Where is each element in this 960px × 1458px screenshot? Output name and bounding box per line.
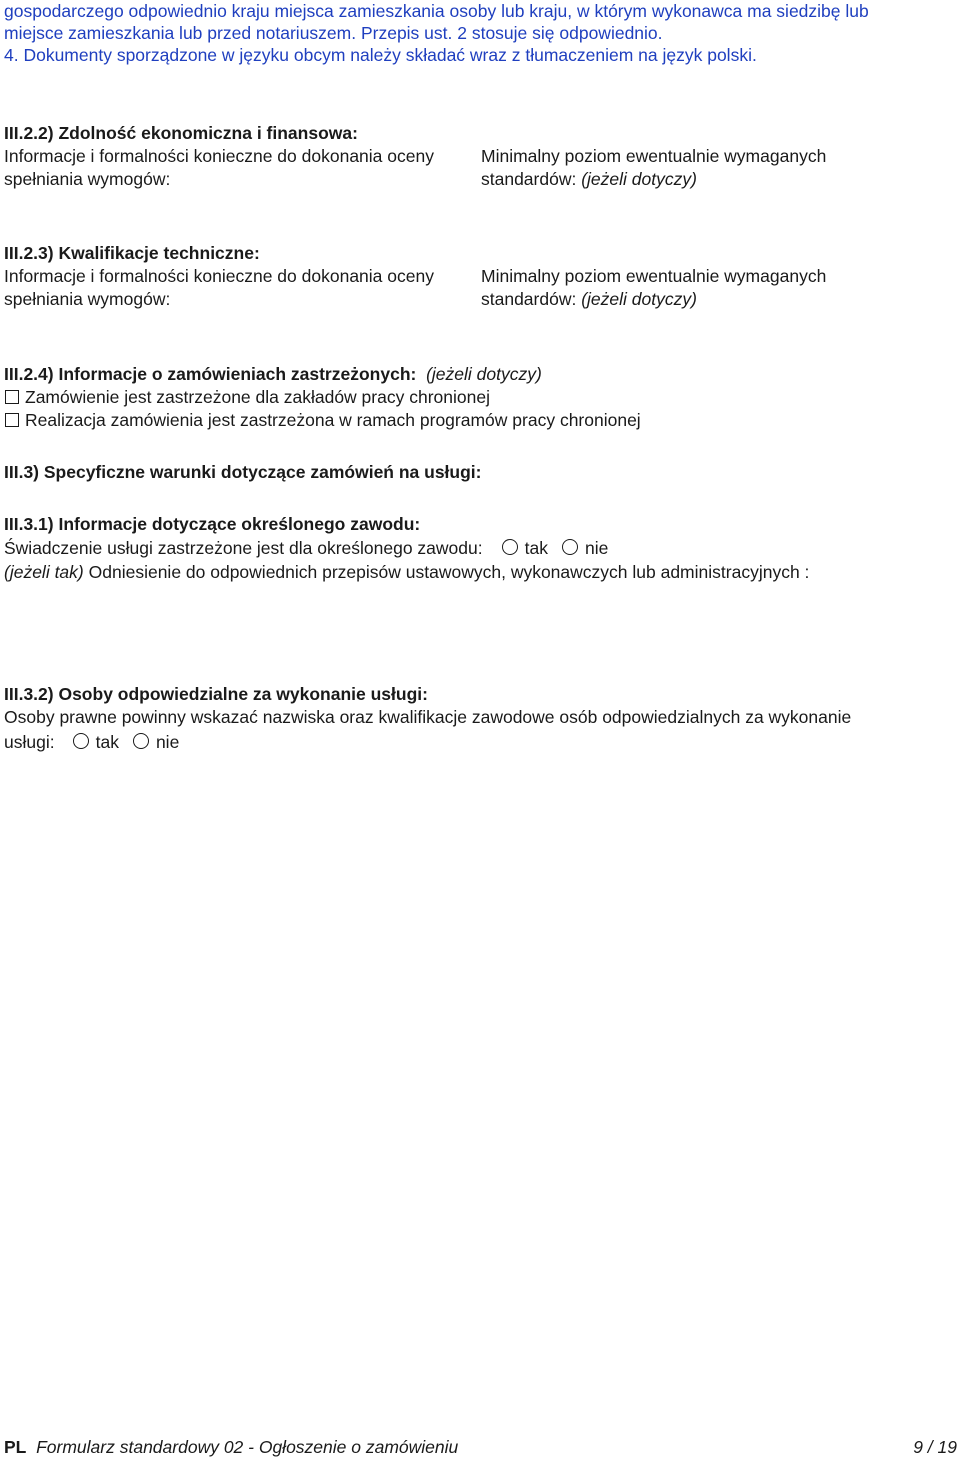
checkbox-icon[interactable] — [5, 413, 19, 427]
section-heading-III-3: III.3) Specyficzne warunki dotyczące zamówień na usługi: — [4, 462, 482, 482]
page-footer — [4, 1436, 957, 1458]
footer-lang: PL — [4, 1437, 27, 1457]
intro-line-1: gospodarczego odpowiednio kraju miejsca zamieszkania osoby lub kraju, w którym wykonawca ma siedzibę lub — [4, 1, 869, 21]
s331-note-row — [4, 561, 809, 583]
s323-right-2-italic: (jeżeli dotyczy) — [581, 289, 697, 309]
s322-right-1: Minimalny poziom ewentualnie wymaganych — [481, 146, 827, 166]
s323-left-1: Informacje i formalności konieczne do dokonania oceny — [4, 266, 434, 286]
s323-left-2: spełniania wymogów: — [4, 289, 171, 309]
s331-no-label: nie — [584, 538, 609, 558]
radio-no-icon[interactable] — [562, 539, 578, 555]
s331-question-row — [4, 537, 608, 559]
s323-right-2-plain: standardów: — [481, 289, 577, 309]
intro-line-3: 4. Dokumenty sporządzone w języku obcym należy składać wraz z tłumaczeniem na język polski. — [4, 45, 757, 65]
section-heading-III-3-2: III.3.2) Osoby odpowiedzialne za wykonanie usługi: — [4, 684, 428, 704]
s331-note: Odniesienie do odpowiednich przepisów ustawowych, wykonawczych lub administracyjnych : — [88, 562, 810, 582]
s331-note-italic: (jeżeli tak) — [4, 562, 84, 582]
section-heading-III-3-1: III.3.1) Informacje dotyczące określonego zawodu: — [4, 514, 421, 534]
s324-option-1[interactable] — [4, 386, 490, 408]
s322-right-2-italic: (jeżeli dotyczy) — [581, 169, 697, 189]
footer-title: Formularz standardowy 02 - Ogłoszenie o zamówieniu — [36, 1437, 459, 1457]
s323-right-2 — [481, 288, 697, 310]
s324-heading-note: (jeżeli dotyczy) — [426, 364, 542, 384]
s323-right-1: Minimalny poziom ewentualnie wymaganych — [481, 266, 827, 286]
radio-no-icon[interactable] — [133, 733, 149, 749]
s331-question: Świadczenie usługi zastrzeżone jest dla określonego zawodu: — [4, 538, 483, 558]
s332-text-2: usługi: — [4, 732, 55, 752]
s322-right-2-plain: standardów: — [481, 169, 577, 189]
s332-text-2-row — [4, 731, 179, 753]
intro-line-2: miejsce zamieszkania lub przed notariuszem. Przepis ust. 2 stosuje się odpowiednio. — [4, 23, 663, 43]
section-heading-III-2-2: III.2.2) Zdolność ekonomiczna i finansowa: — [4, 123, 358, 143]
s324-option-2-label: Realizacja zamówienia jest zastrzeżona w ramach programów pracy chronionej — [25, 410, 641, 430]
s332-yes-label: tak — [95, 732, 119, 752]
s332-text-1: Osoby prawne powinny wskazać nazwiska oraz kwalifikacje zawodowe osób odpowiedzialnych za wykonanie — [4, 707, 852, 727]
s332-no-label: nie — [155, 732, 180, 752]
section-heading-III-2-3: III.2.3) Kwalifikacje techniczne: — [4, 243, 260, 263]
s324-option-2[interactable] — [4, 409, 641, 431]
s322-right-2 — [481, 168, 697, 190]
s322-left-1: Informacje i formalności konieczne do dokonania oceny — [4, 146, 434, 166]
checkbox-icon[interactable] — [5, 390, 19, 404]
radio-yes-icon[interactable] — [73, 733, 89, 749]
s324-heading-text: III.2.4) Informacje o zamówieniach zastrzeżonych: — [4, 364, 417, 384]
radio-yes-icon[interactable] — [502, 539, 518, 555]
s322-left-2: spełniania wymogów: — [4, 169, 171, 189]
s324-option-1-label: Zamówienie jest zastrzeżone dla zakładów pracy chronionej — [25, 387, 490, 407]
section-heading-III-2-4 — [4, 363, 542, 385]
footer-page-number: 9 / 19 — [913, 1437, 957, 1457]
s331-yes-label: tak — [524, 538, 548, 558]
